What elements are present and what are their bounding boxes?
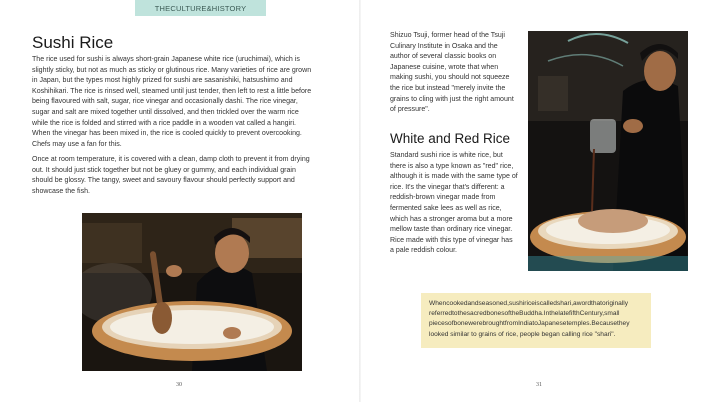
body-paragraph-2: Once at room temperature, it is covered with a clean, damp cloth to prevent it from drying out. It should just stick together but not be gluey or gummy, and each individual grain should be glossy. The tangy, sweet and savoury flavour should perfectly support and showcase the fish. [32,156,310,195]
photo-chef-mixing-rice-illustration [82,213,302,371]
page-number-right: 31 [536,382,542,388]
photo-chef-pouring-vinegar-illustration [528,31,688,271]
section-tab: THECULTURE&HISTORY [135,0,266,16]
body-paragraph-red-rice: Standard sushi rice is white rice, but there is also a type known as "red" rice, although it is made with the same type of rice. It's the vinegar that's different: a reddish-brown vinegar made from fermented sake lees as well as rice, which has a stronger aroma but a more mellow taste than ordinary rice vinegar. Rice made with this type of vinegar has a pale reddish colour. [390,152,518,255]
callout-box [421,293,651,348]
page-title-sushi-rice: Sushi Rice [32,33,114,52]
body-paragraph-1: The rice used for sushi is always short-grain Japanese white rice (uruchimai), which is slightly sticky, but not as much as sticky or glutinous rice. Many varieties of rice are grown in Japan, but the types most highly prized for sushi are sasanishiki, hatsushimo and Koshihikari. The rice is rinsed well, steamed until just tender, then left to rest a little before being flavoured with salt, sugar, rice vinegar and occasionally dashi. The rice vinegar, sugar and salt are mixed together until dissolved, and then trickled over the warm rice while the rice is folded and stirred with a rice paddle in a wooden vat called a hangiri. When the vinegar has been mixed in, the rice is cooled quickly to prevent overcooking. Chefs may use a fan for this. [32,56,312,148]
heading-white-and-red-rice: White and Red Rice [390,131,511,146]
photo-chef-mixing-rice [82,213,302,371]
callout-text: Whencookedandseasoned,sushiriceiscalledshari,awordthatoriginally referredtothesacredbonesoftheBuddha.InthelatefifthCentury,small piecesofbonewerebroughtfromIndiatoJapanesetemples.Becausethey looked similar to grains of rice, people began calling rice "shari". [429,300,630,338]
page-number-left: 30 [176,382,182,388]
page-gutter [359,0,361,402]
quote-paragraph: Shizuo Tsuji, former head of the Tsuji Culinary Institute in Osaka and the author of several classic books on Japanese cuisine, wrote that when making sushi, you should not squeeze the rice but instead "merely invite the grains to cling with just the right amount of pressure". [390,32,514,114]
photo-chef-pouring-vinegar [528,31,688,271]
